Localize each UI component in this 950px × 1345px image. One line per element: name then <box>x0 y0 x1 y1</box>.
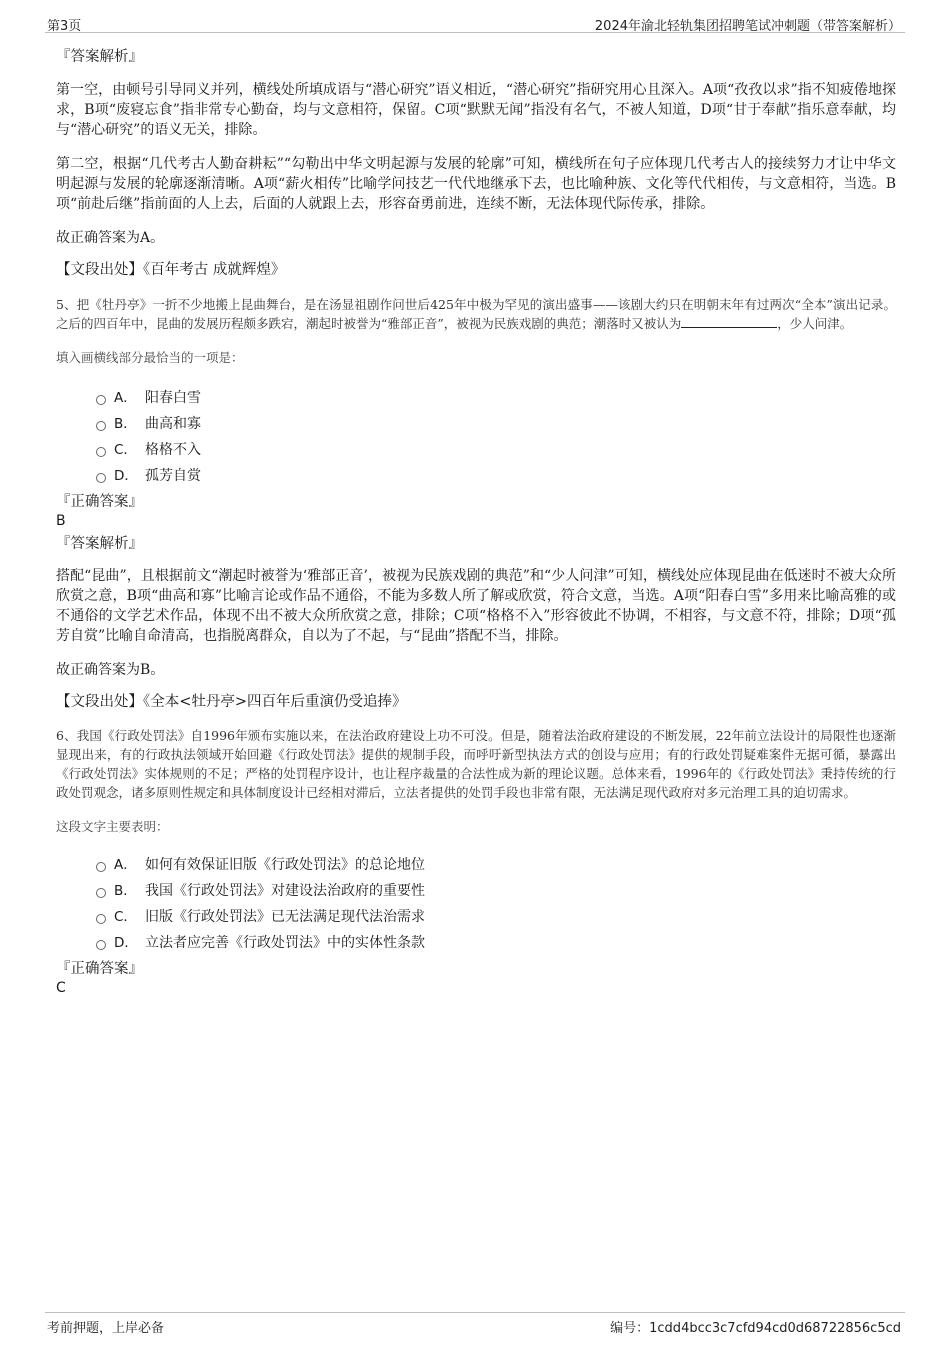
radio-icon[interactable] <box>96 447 106 457</box>
text-source: 【文段出处】《百年考古 成就辉煌》 <box>56 262 286 278</box>
footer-slogan: 考前押题，上岸必备 <box>47 1321 165 1336</box>
document-code: 编号：1cdd4bcc3c7cfd94cd0d68722856c5cd <box>610 1321 901 1336</box>
analysis-paragraph-2: 第二空，根据“几代考古人勤奋耕耘”“勾勒出中华文明起源与发展的轮廓”可知，横线所在句子应体现几代考古人的接续努力才让中华文明起源与发展的轮廓逐渐清晰。A项“薪火相传”比喻学问技艺一代代地继承下去，也比喻种族、文化等代代相传，与文意相符，当选。B项“前赴后继”指前面的人上去，后面的人就跟上去，形容奋勇前进，连续不断，无法体现代际传承，排除。 <box>56 156 896 212</box>
question-6-prompt: 这段文字主要表明： <box>56 819 169 834</box>
option-text: 格格不入 <box>145 442 201 458</box>
radio-icon[interactable] <box>96 862 106 872</box>
correct-answer: C <box>56 980 66 996</box>
option-text: 我国《行政处罚法》对建设法治政府的重要性 <box>145 883 425 899</box>
page-footer <box>45 1312 905 1336</box>
page-number: 第3页 <box>47 19 82 34</box>
option-d[interactable] <box>56 930 896 956</box>
option-text: 曲高和寡 <box>145 416 201 432</box>
fill-blank-line <box>681 315 777 328</box>
correct-answer-label: 『正确答案』 <box>56 494 143 510</box>
option-c[interactable] <box>56 904 896 930</box>
analysis-label: 『答案解析』 <box>56 49 143 65</box>
option-letter: A． <box>114 390 137 406</box>
page-content <box>56 47 896 997</box>
option-letter: B． <box>114 416 137 432</box>
option-d[interactable] <box>56 463 896 489</box>
option-letter: A． <box>114 857 137 873</box>
analysis-conclusion: 故正确答案为A。 <box>56 230 165 246</box>
page-header <box>45 12 905 33</box>
radio-icon[interactable] <box>96 888 106 898</box>
correct-answer-label: 『正确答案』 <box>56 961 143 977</box>
question-6-options <box>56 852 896 956</box>
option-b[interactable] <box>56 411 896 437</box>
option-b[interactable] <box>56 878 896 904</box>
option-a[interactable] <box>56 385 896 411</box>
question-5-stem-end: ，少人问津。 <box>777 316 853 331</box>
option-letter: B． <box>114 883 137 899</box>
option-letter: D． <box>114 468 138 484</box>
question-5-analysis: 搭配“昆曲”，且根据前文“潮起时被誉为‘雅部正音’，被视为民族戏剧的典范”和“少人问津”可知，横线处应体现昆曲在低迷时不被大众所欣赏之意，B项“曲高和寡”比喻言论或作品不通俗，不能为多数人所了解或欣赏，符合文意，当选。A项“阳春白雪”多用来比喻高雅的或不通俗的文学艺术作品，体现不出不被大众所欣赏之意，排除；C项“格格不入”形容彼此不协调，不相容，与文意不符，排除；D项“孤芳自赏”比喻自命清高，也指脱离群众，自以为了不起，与“昆曲”搭配不当，排除。 <box>56 568 896 644</box>
question-6-text: 6、我国《行政处罚法》自1996年颁布实施以来，在法治政府建设上功不可没。但是，随着法治政府建设的不断发展，22年前立法设计的局限性也逐渐显现出来，有的行政执法领域开始回避《行政处罚法》提供的规制手段，而呼吁新型执法方式的创设与应用；有的行政处罚疑难案件无据可循，暴露出《行政处罚法》实体规则的不足；严格的处罚程序设计，也让程序裁量的合法性成为新的理论议题。总体来看，1996年的《行政处罚法》秉持传统的行政处罚观念，诸多原则性规定和具体制度设计已经相对滞后，立法者提供的处罚手段也非常有限，无法满足现代政府对多元治理工具的迫切需求。 <box>56 728 896 800</box>
option-text: 旧版《行政处罚法》已无法满足现代法治需求 <box>145 909 425 925</box>
option-text: 立法者应完善《行政处罚法》中的实体性条款 <box>145 935 425 951</box>
option-text: 孤芳自赏 <box>145 468 201 484</box>
question-5-options <box>56 385 896 489</box>
option-letter: D． <box>114 935 138 951</box>
radio-icon[interactable] <box>96 395 106 405</box>
option-c[interactable] <box>56 437 896 463</box>
option-letter: C． <box>114 442 137 458</box>
radio-icon[interactable] <box>96 940 106 950</box>
document-title: 2024年渝北轻轨集团招聘笔试冲刺题（带答案解析） <box>594 19 901 34</box>
radio-icon[interactable] <box>96 473 106 483</box>
option-a[interactable] <box>56 852 896 878</box>
question-5-conclusion: 故正确答案为B。 <box>56 662 165 678</box>
option-text: 如何有效保证旧版《行政处罚法》的总论地位 <box>145 857 425 873</box>
question-5-stem: 5、把《牡丹亭》一折不少地搬上昆曲舞台，是在汤显祖剧作问世后425年中极为罕见的演出盛事——该剧大约只在明朝末年有过两次“全本”演出记录。之后的四百年中，昆曲的发展历程颇多跌宕，潮起时被誉为“雅部正音”，被视为民族戏剧的典范；潮落时又被认为 <box>56 297 896 331</box>
option-text: 阳春白雪 <box>145 390 201 406</box>
analysis-label: 『答案解析』 <box>56 536 143 552</box>
question-5-prompt: 填入画横线部分最恰当的一项是： <box>56 350 244 365</box>
correct-answer: B <box>56 513 66 529</box>
question-5-text <box>56 295 896 333</box>
text-source: 【文段出处】《全本<牡丹亭>四百年后重演仍受追捧》 <box>56 694 407 710</box>
radio-icon[interactable] <box>96 421 106 431</box>
radio-icon[interactable] <box>96 914 106 924</box>
analysis-paragraph-1: 第一空，由顿号引导同义并列，横线处所填成语与“潜心研究”语义相近，“潜心研究”指研究用心且深入。A项“孜孜以求”指不知疲倦地探求，B项“废寝忘食”指非常专心勤奋，均与文意相符，保留。C项“默默无闻”指没有名气，不被人知道，D项“甘于奉献”指乐意奉献，均与“潜心研究”的语义无关，排除。 <box>56 82 896 138</box>
option-letter: C． <box>114 909 137 925</box>
